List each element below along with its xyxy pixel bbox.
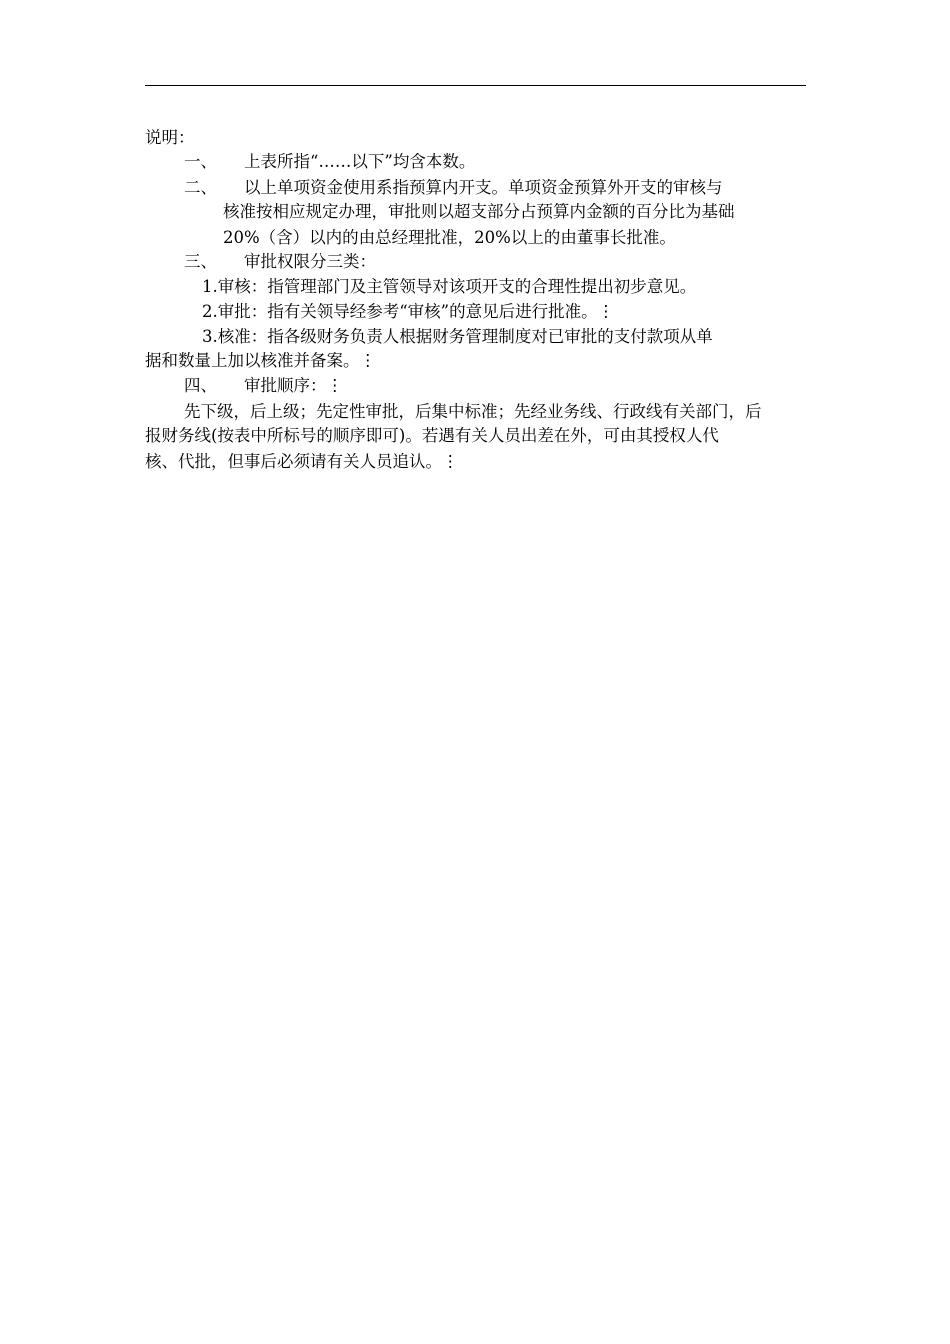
item-1-text: 上表所指“……以下”均含本数。 xyxy=(244,152,476,171)
item-3-number: 三、 xyxy=(184,252,217,271)
header-rule xyxy=(145,85,806,86)
item-2-line-1: 以上单项资金使用系指预算内开支。单项资金预算外开支的审核与 xyxy=(244,178,723,197)
item-2-line-2: 核准按相应规定办理，审批则以超支部分占预算内金额的百分比为基础 xyxy=(223,202,735,221)
final-paragraph-line-1: 先下级，后上级；先定性审批，后集中标准；先经业务线、行政线有关部门，后 xyxy=(184,402,762,421)
subitem-3-line-2: 据和数量上加以核准并备案。⋮ xyxy=(145,351,376,370)
item-3-text: 审批权限分三类： xyxy=(244,252,376,271)
final-paragraph-line-3: 核、代批，但事后必须请有关人员追认。⋮ xyxy=(145,452,459,471)
item-4-text: 审批顺序：⋮ xyxy=(244,376,343,395)
heading: 说明： xyxy=(145,128,195,147)
subitem-3-line-1: 3.核准：指各级财务负责人根据财务管理制度对已审批的支付款项从单 xyxy=(202,327,713,346)
item-4-number: 四、 xyxy=(184,376,217,395)
subitem-2: 2.审批：指有关领导经参考“审核”的意见后进行批准。⋮ xyxy=(202,302,615,321)
item-2-line-3: 20%（含）以内的由总经理批准，20%以上的由董事长批准。 xyxy=(223,228,676,247)
item-1-number: 一、 xyxy=(184,152,217,171)
item-2-number: 二、 xyxy=(184,178,217,197)
subitem-1: 1.审核：指管理部门及主管领导对该项开支的合理性提出初步意见。 xyxy=(202,277,697,296)
final-paragraph-line-2: 报财务线(按表中所标号的顺序即可)。若遇有关人员出差在外，可由其授权人代 xyxy=(145,426,719,445)
